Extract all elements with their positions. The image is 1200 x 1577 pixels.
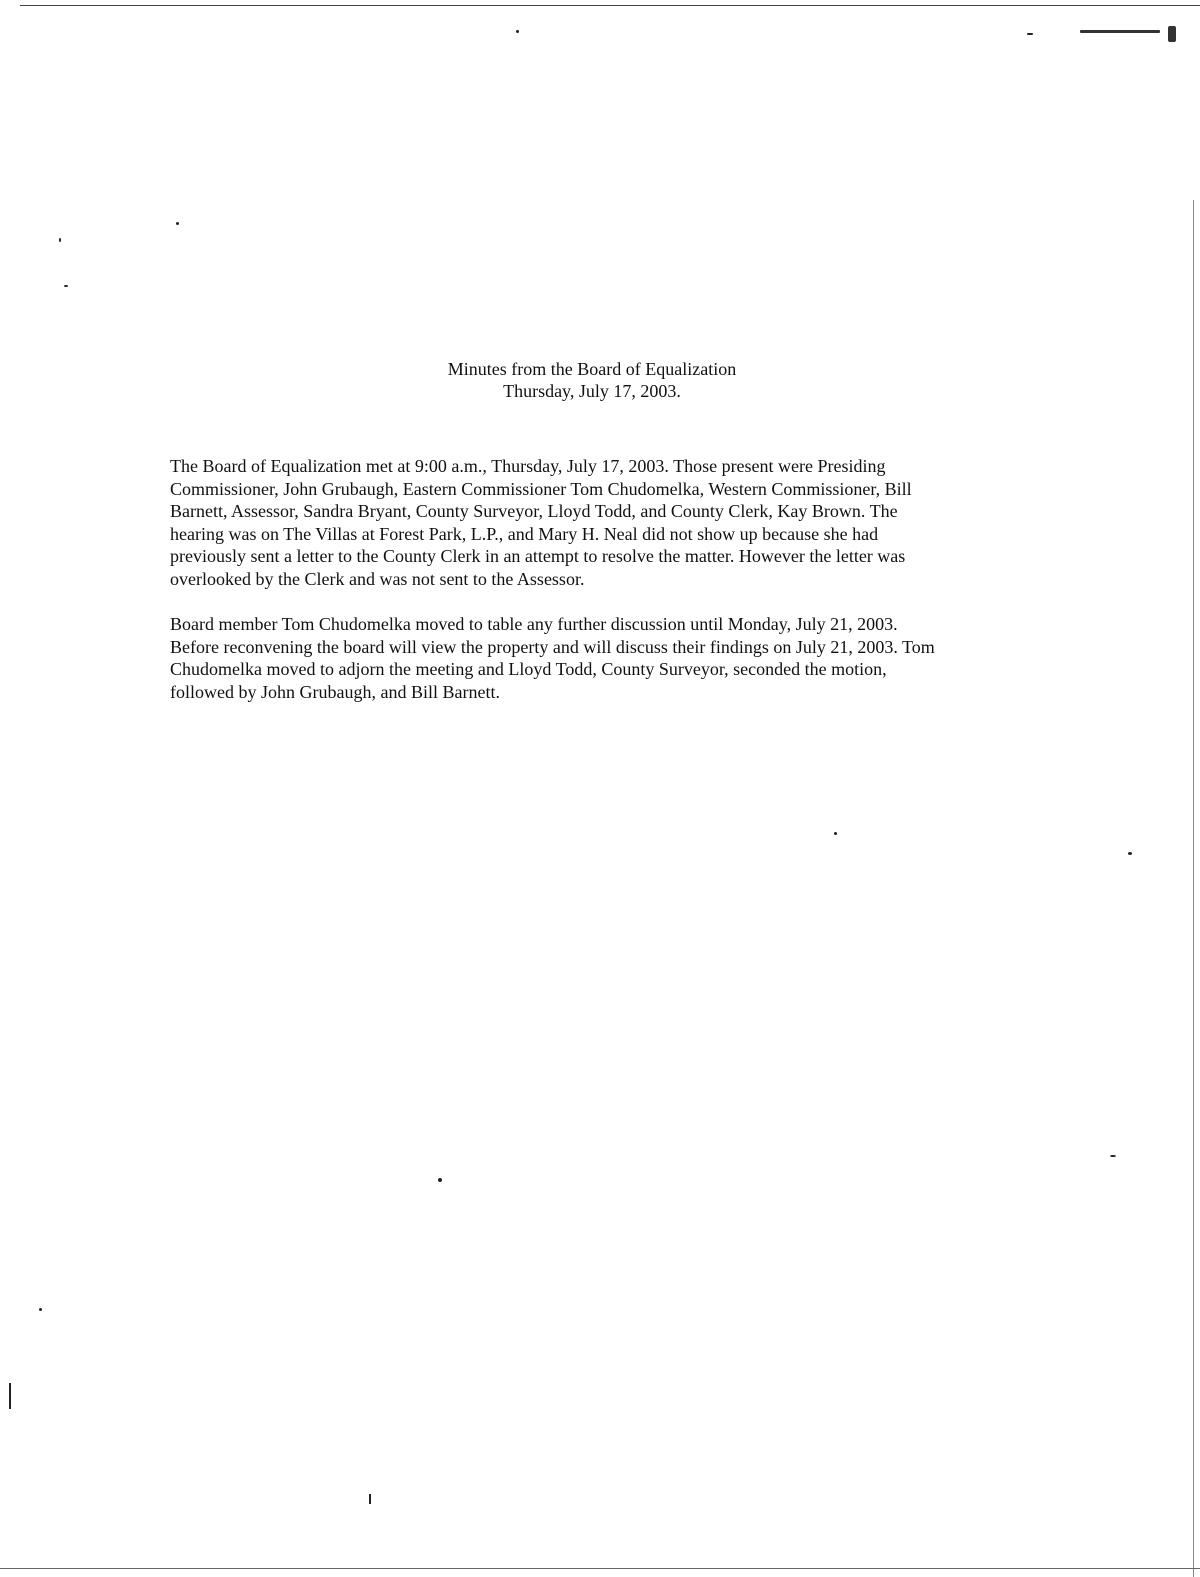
scan-speck: [64, 285, 68, 287]
scan-speck: [834, 832, 837, 835]
document-title: Minutes from the Board of Equalization: [447, 359, 737, 379]
text-line: Commissioner, John Grubaugh, Eastern Commissioner Tom Chudomelka, Western Commissioner, Bill: [170, 478, 912, 499]
scan-speck: [1168, 26, 1176, 42]
text-line: Board member Tom Chudomelka moved to table any further discussion until Monday, July 21, 2003.: [170, 614, 898, 634]
scan-speck: [59, 238, 61, 242]
text-line: followed by John Grubaugh, and Bill Barnett.: [170, 681, 500, 702]
document-body: [170, 455, 1050, 726]
scan-speck: [369, 1494, 371, 1504]
scan-edge-top: [20, 5, 1200, 6]
scan-speck: [516, 30, 519, 33]
text-line: Barnett, Assessor, Sandra Bryant, County Surveyor, Lloyd Todd, and County Clerk, Kay Brown. The: [170, 501, 898, 521]
scan-edge-bottom: [0, 1568, 1200, 1569]
text-line: hearing was on The Villas at Forest Park, L.P., and Mary H. Neal did not show up because she had: [170, 523, 879, 544]
scan-speck: [1110, 1155, 1116, 1157]
document-heading: [0, 358, 1184, 402]
document-date: Thursday, July 17, 2003.: [503, 381, 681, 401]
scan-speck: [1027, 33, 1033, 35]
scan-edge-right: [1193, 200, 1194, 1577]
text-line: The Board of Equalization met at 9:00 a.m., Thursday, July 17, 2003. Those present were Presiding: [170, 456, 886, 476]
text-line: previously sent a letter to the County Clerk in an attempt to resolve the matter. However the letter was: [170, 546, 906, 566]
text-line: overlooked by the Clerk and was not sent to the Assessor.: [170, 568, 585, 589]
scan-speck: [1080, 30, 1160, 33]
scan-speck: [1128, 852, 1132, 855]
scan-speck: [438, 1178, 442, 1182]
paragraph-attendance: [170, 455, 1050, 590]
scan-speck: [39, 1308, 42, 1311]
scan-speck: [9, 1383, 11, 1409]
text-line: Chudomelka moved to adjorn the meeting and Lloyd Todd, County Surveyor, seconded the motion,: [170, 659, 887, 679]
scan-speck: [176, 222, 179, 225]
paragraph-motion: [170, 613, 1050, 703]
text-line: Before reconvening the board will view the property and will discuss their findings on July 21, 2003. Tom: [170, 636, 935, 657]
